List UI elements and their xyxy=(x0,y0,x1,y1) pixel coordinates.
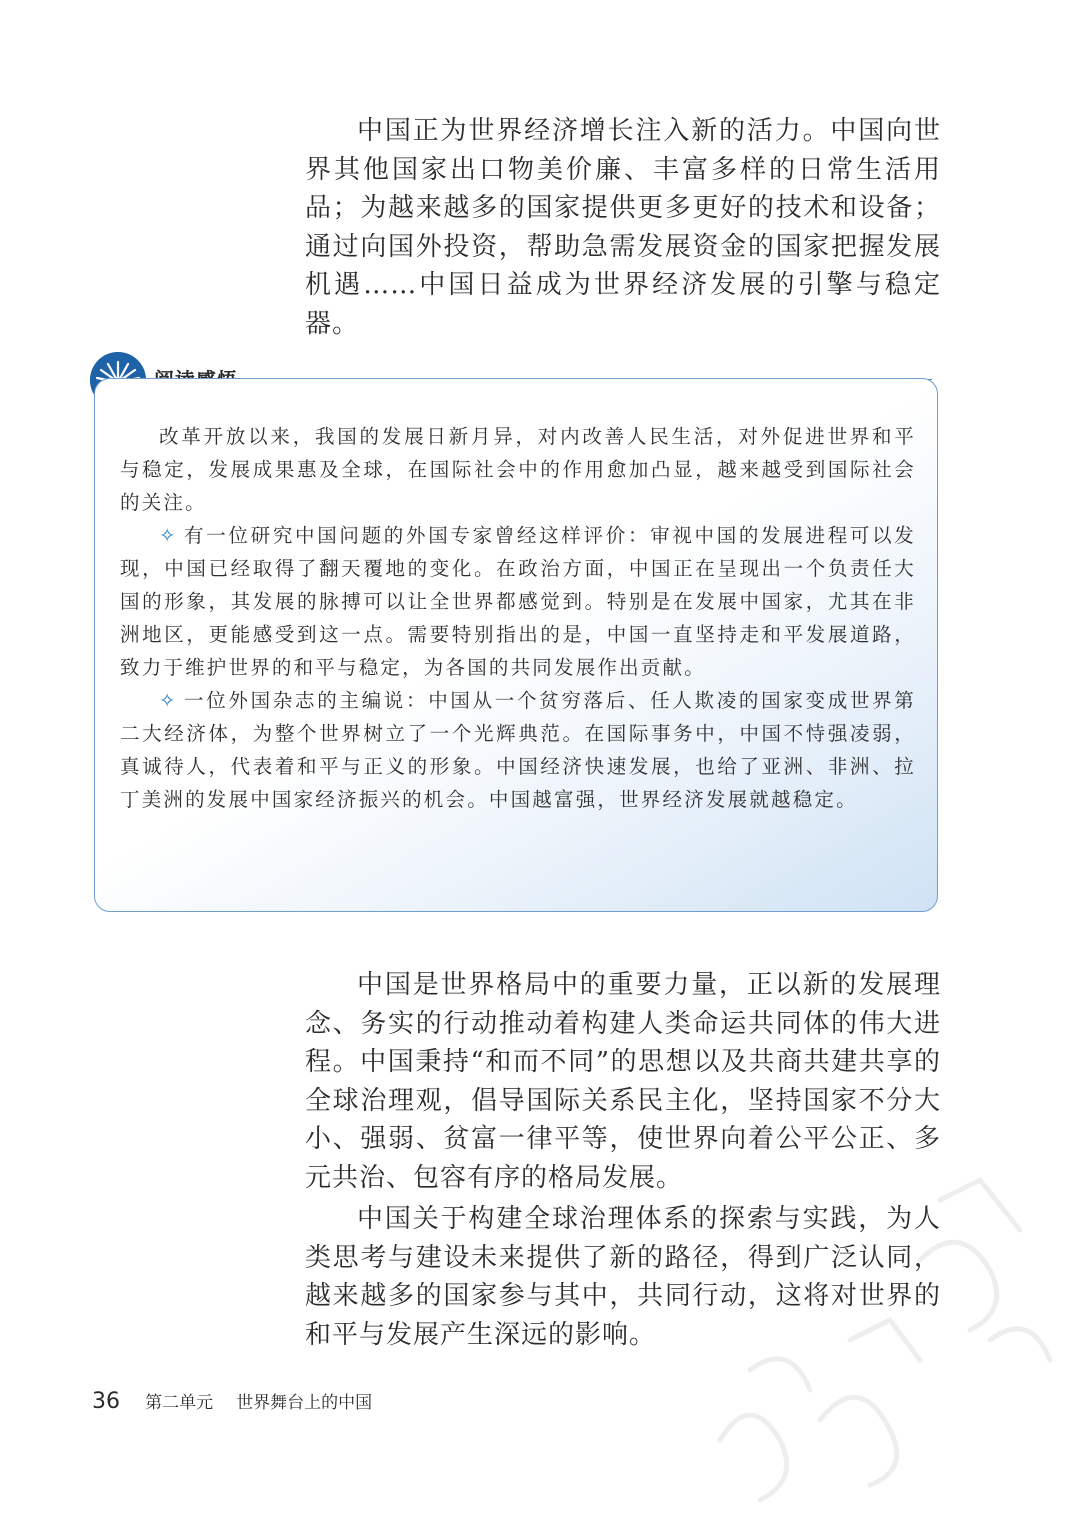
body-paragraph-global-role: 中国是世界格局中的重要力量，正以新的发展理念、务实的行动推动着构建人类命运共同体的伟大进程。中国秉持“和而不同”的思想以及共商共建共享的全球治理观，倡导国际关系民主化，坚持国家不分大小、强弱、贫富一律平等，使世界向着公平公正、多元共治、包容有序的格局发展。 xyxy=(305,970,941,1193)
reading-quote-editor xyxy=(120,684,916,816)
unit-label: 第二单元 xyxy=(145,1393,214,1413)
unit-title: 世界舞台上的中国 xyxy=(236,1393,373,1413)
page-footer xyxy=(92,1388,372,1414)
body-paragraph-governance: 中国关于构建全球治理体系的探索与实践，为人类思考与建设未来提供了新的路径，得到广泛认同，越来越多的国家参与其中，共同行动，这将对世界的和平与发展产生深远的影响。 xyxy=(305,1204,941,1350)
diamond-bullet-icon: ✧ xyxy=(159,524,178,547)
reading-intro: 改革开放以来，我国的发展日新月异，对内改善人民生活，对外促进世界和平与稳定，发展成果惠及全球，在国际社会中的作用愈加凸显，越来越受到国际社会的关注。 xyxy=(120,425,916,514)
body-paragraph-economy: 中国正为世界经济增长注入新的活力。中国向世界其他国家出口物美价廉、丰富多样的日常生活用品；为越来越多的国家提供更多更好的技术和设备；通过向国外投资，帮助急需发展资金的国家把握发展机遇……中国日益成为世界经济发展的引擎与稳定器。 xyxy=(305,116,941,339)
page-number: 36 xyxy=(92,1389,120,1414)
watermark-icon xyxy=(690,1140,1070,1520)
quote-editor-text: 一位外国杂志的主编说：中国从一个贫穷落后、任人欺凌的国家变成世界第二大经济体，为整个世界树立了一个光辉典范。在国际事务中，中国不恃强凌弱，真诚待人，代表着和平与正义的形象。中国经济快速发展，也给了亚洲、非洲、拉丁美洲的发展中国家经济振兴的机会。中国越富强，世界经济发展就越稳定。 xyxy=(120,689,916,811)
diamond-bullet-icon: ✧ xyxy=(159,689,178,712)
quote-expert-text: 有一位研究中国问题的外国专家曾经这样评价：审视中国的发展进程可以发现，中国已经取得了翻天覆地的变化。在政治方面，中国正在呈现出一个负责任大国的形象，其发展的脉搏可以让全世界都感觉到。特别是在发展中国家，尤其在非洲地区，更能感受到这一点。需要特别指出的是，中国一直坚持走和平发展道路，致力于维护世界的和平与稳定，为各国的共同发展作出贡献。 xyxy=(120,524,916,679)
reading-quote-expert xyxy=(120,519,916,684)
reading-box-content xyxy=(120,420,916,816)
